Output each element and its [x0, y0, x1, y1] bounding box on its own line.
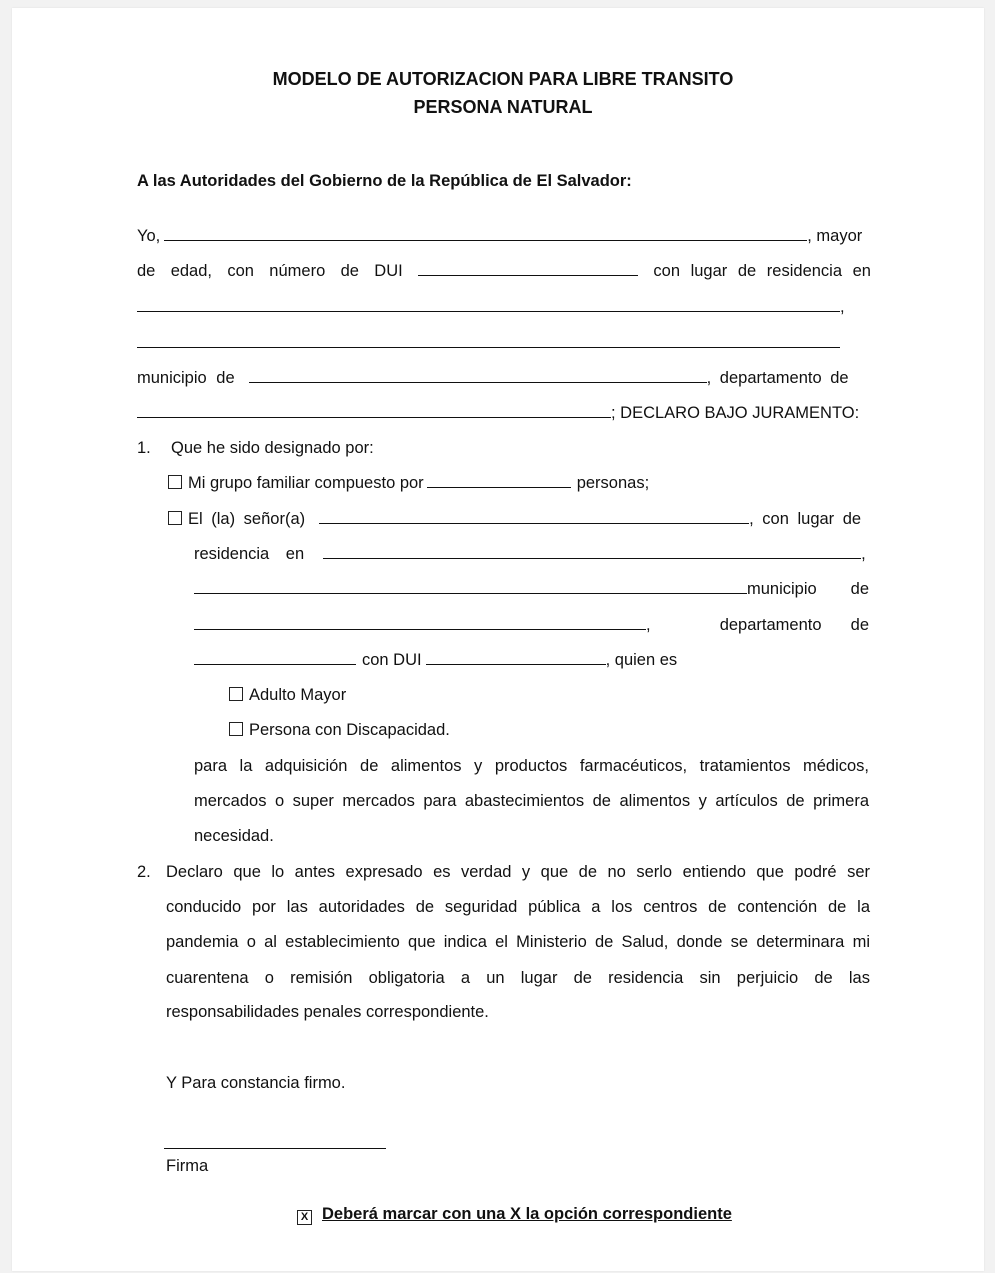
- document-title-line1: MODELO DE AUTORIZACION PARA LIBRE TRANSITO: [272, 69, 734, 89]
- family-count-field[interactable]: [427, 473, 571, 488]
- footer-note-text: Deberá marcar con una X la opción correspondiente: [322, 1205, 732, 1223]
- departamento-label: , departamento de: [706, 369, 849, 387]
- closing-text: Y Para constancia firmo.: [166, 1074, 346, 1092]
- person-label: El (la) señor(a): [188, 510, 306, 528]
- option-family: [168, 473, 649, 493]
- personas-label: personas;: [576, 474, 650, 492]
- document-page: [12, 8, 984, 1271]
- word-de-2: de: [340, 262, 359, 280]
- adulto-mayor-checkbox[interactable]: [229, 687, 243, 701]
- person-residence-field[interactable]: [323, 544, 861, 559]
- option-discapacidad: [229, 720, 450, 740]
- item-1-text: Que he sido designado por:: [171, 439, 374, 457]
- residence-line-2: [137, 333, 840, 353]
- purpose-line-1: para la adquisición de alimentos y productos farmacéuticos, tratamientos médicos,: [194, 757, 869, 775]
- person-dui-field[interactable]: [426, 650, 606, 665]
- residence-field-2[interactable]: [137, 333, 840, 348]
- item-2-number: 2.: [137, 863, 151, 881]
- addressee: A las Autoridades del Gobierno de la República de El Salvador:: [137, 172, 632, 190]
- municipio-line: [137, 368, 849, 388]
- con-dui-label: con DUI: [362, 651, 422, 669]
- departamento-field[interactable]: [137, 403, 611, 418]
- option-adulto-mayor: [229, 685, 346, 705]
- item-2-line-2: conducido por las autoridades de seguridad pública a los centros de contención de la: [166, 898, 870, 916]
- word-numero: número: [269, 262, 326, 280]
- person-checkbox[interactable]: [168, 511, 182, 525]
- signature-line[interactable]: [164, 1148, 386, 1149]
- purpose-line-2: mercados o super mercados para abastecimientos de alimentos y artículos de primera: [194, 792, 869, 810]
- residence-line-1: [137, 297, 845, 317]
- family-label: Mi grupo familiar compuesto por: [188, 474, 424, 492]
- residencia-en-label: residencia en: [194, 545, 305, 563]
- word-de: de: [137, 262, 156, 280]
- purpose-line-3: necesidad.: [194, 827, 274, 845]
- con-lugar-de-label: , con lugar de: [749, 510, 862, 528]
- municipio-label: municipio: [747, 580, 817, 598]
- dui-field[interactable]: [418, 261, 638, 276]
- person-name-field[interactable]: [319, 509, 749, 524]
- person-residence-field-2[interactable]: [194, 579, 747, 594]
- example-x-checkbox: X: [297, 1210, 312, 1225]
- discapacidad-label: Persona con Discapacidad.: [249, 721, 450, 739]
- person-departamento-field[interactable]: [194, 650, 356, 665]
- discapacidad-checkbox[interactable]: [229, 722, 243, 736]
- departamento-label: departamento: [719, 616, 822, 634]
- word-con: con: [227, 262, 254, 280]
- quien-es-label: , quien es: [605, 651, 678, 669]
- mayor-label: , mayor: [807, 227, 863, 245]
- person-municipio-field[interactable]: [194, 615, 646, 630]
- person-dui-line: [194, 650, 677, 670]
- residence-field-1[interactable]: [137, 297, 840, 312]
- intro-line-2: [137, 261, 871, 281]
- family-checkbox[interactable]: [168, 475, 182, 489]
- de-label: de: [850, 580, 869, 598]
- item-2-line-3: pandemia o al establecimiento que indica el Ministerio de Salud, donde se determinara mi: [166, 933, 870, 951]
- comma: ,: [861, 545, 866, 563]
- person-departamento-line: [194, 615, 869, 635]
- adulto-mayor-label: Adulto Mayor: [249, 686, 347, 704]
- person-municipio-line: [194, 579, 869, 599]
- declaro-label: ; DECLARO BAJO JURAMENTO:: [611, 404, 860, 422]
- document-title-line2: PERSONA NATURAL: [413, 97, 593, 117]
- name-field[interactable]: [164, 226, 807, 241]
- word-edad: edad,: [170, 262, 212, 280]
- item-1-number: 1.: [137, 439, 151, 457]
- municipio-field[interactable]: [249, 368, 707, 383]
- item-2-line-5: responsabilidades penales correspondiente.: [166, 1003, 489, 1021]
- person-residence-line: [194, 544, 866, 564]
- item-2-line-4: cuarentena o remisión obligatoria a un lugar de residencia sin perjuicio de las: [166, 969, 870, 987]
- municipio-label: municipio de: [137, 369, 235, 387]
- de-label-2: de: [850, 616, 869, 634]
- signature-label: Firma: [166, 1157, 209, 1175]
- item-2-line-1: Declaro que lo antes expresado es verdad y que de no serlo entiendo que podré ser: [166, 863, 870, 881]
- comma: ,: [840, 298, 845, 316]
- con-lugar-label: con lugar de residencia en: [653, 262, 871, 280]
- option-person: [168, 509, 861, 529]
- yo-label: Yo,: [137, 227, 161, 245]
- declaro-line: [137, 403, 859, 423]
- intro-line-1: [137, 226, 871, 246]
- comma: ,: [646, 616, 651, 634]
- word-dui: DUI: [374, 262, 403, 280]
- footer-note: [297, 1204, 732, 1225]
